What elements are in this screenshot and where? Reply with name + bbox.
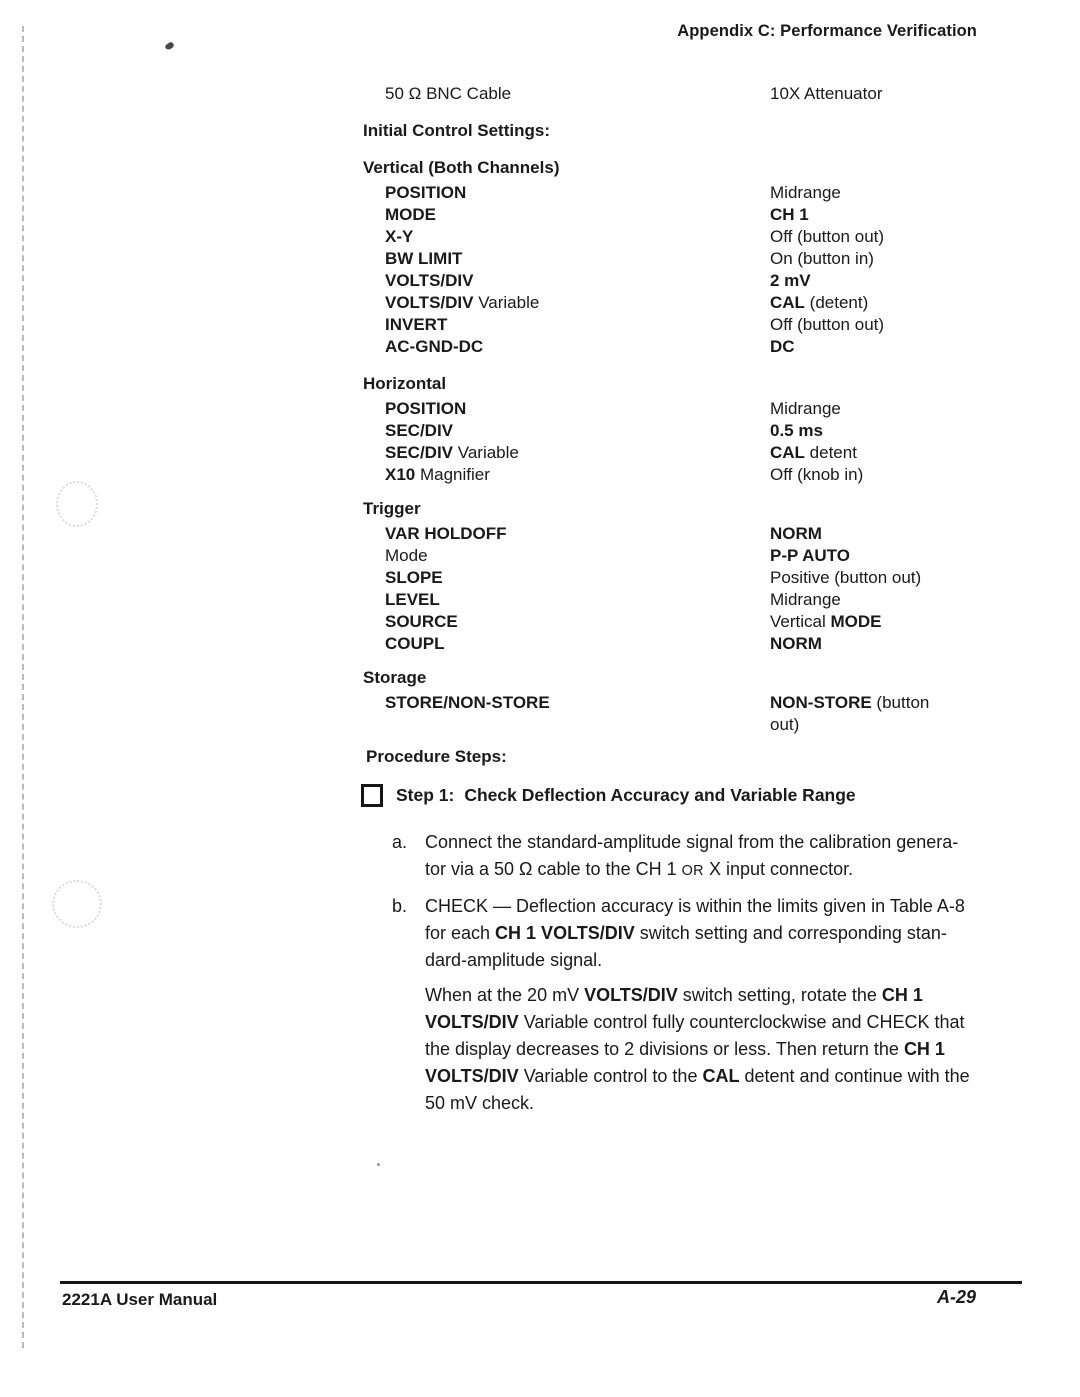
text-segment: NORM <box>770 634 822 653</box>
step-checkbox-icon <box>361 784 383 807</box>
setting-value <box>770 336 985 358</box>
text-segment: out) <box>770 715 800 734</box>
setting-value <box>770 314 985 336</box>
setting-label <box>385 589 770 611</box>
text-segment: for each <box>425 923 496 943</box>
setting-row <box>363 523 1013 545</box>
text-segment: Variable <box>473 293 540 312</box>
text-segment: Connect the standard-amplitude signal from the calibration genera- <box>425 832 959 852</box>
item-lines <box>425 893 1002 974</box>
text-segment: VOLTS/DIV <box>425 1066 519 1086</box>
setting-value <box>770 420 985 442</box>
text-segment: (button <box>871 693 930 712</box>
setting-label <box>385 567 770 589</box>
text-segment: STORE/NON-STORE <box>385 693 550 712</box>
text-segment: Variable control to the <box>518 1066 703 1086</box>
setting-label <box>385 464 770 486</box>
text-segment: Midrange <box>770 183 841 202</box>
text-segment: Midrange <box>770 590 841 609</box>
text-segment: AC-GND-DC <box>385 337 484 356</box>
text-segment: SEC/DIV <box>385 421 454 440</box>
text-segment: X-Y <box>385 227 414 246</box>
setting-row <box>363 589 1013 611</box>
footer-rule <box>60 1281 1022 1284</box>
text-segment: Off (button out) <box>770 315 885 334</box>
item-line <box>425 1063 1002 1090</box>
text-segment: CAL <box>702 1066 740 1086</box>
text-segment: OR <box>681 863 704 879</box>
text-segment: POSITION <box>385 399 467 418</box>
text-segment: Vertical <box>770 612 831 631</box>
setting-value <box>770 589 985 611</box>
setting-value <box>770 633 985 655</box>
text-segment: VOLTS/DIV <box>385 271 474 290</box>
setting-value <box>770 523 985 545</box>
setting-value <box>770 204 985 226</box>
setting-row <box>363 633 1013 655</box>
setting-value <box>770 442 985 464</box>
setting-value <box>770 270 985 292</box>
text-segment: VOLTS/DIV <box>385 293 474 312</box>
text-segment: switch setting, rotate the <box>677 985 882 1005</box>
equipment-left: 50 Ω BNC Cable <box>385 84 512 103</box>
setting-value <box>770 182 985 204</box>
item-lines <box>425 982 1002 1117</box>
step-title: Check Deflection Accuracy and Variable Range <box>464 785 856 805</box>
setting-value <box>770 398 985 420</box>
setting-value <box>770 226 985 248</box>
settings-section <box>363 667 1013 736</box>
equipment-row <box>363 83 1013 105</box>
setting-value <box>770 464 985 486</box>
setting-row <box>363 182 1013 204</box>
setting-label <box>385 270 770 292</box>
text-segment: CH 1 <box>881 985 923 1005</box>
text-segment: Positive (button out) <box>770 568 922 587</box>
setting-row <box>363 336 1013 358</box>
setting-row <box>363 464 1013 486</box>
setting-row <box>363 204 1013 226</box>
item-marker <box>392 982 425 1117</box>
text-segment: tor via a 50 Ω cable to the CH 1 <box>425 859 682 879</box>
text-segment: CAL <box>770 293 805 312</box>
procedure-item <box>392 982 1002 1117</box>
text-segment: detent and continue with the <box>739 1066 970 1086</box>
step-label: Step 1: <box>396 785 455 805</box>
setting-label <box>385 633 770 655</box>
text-segment: BW LIMIT <box>385 249 463 268</box>
section-heading: Horizontal <box>363 374 447 393</box>
setting-label <box>385 611 770 633</box>
setting-row <box>363 611 1013 633</box>
footer-page-number: A-29 <box>936 1287 976 1307</box>
text-segment: DC <box>770 337 795 356</box>
setting-row <box>363 248 1013 270</box>
procedure-item <box>392 893 1002 974</box>
setting-label <box>385 442 770 464</box>
item-line <box>425 982 1002 1009</box>
setting-label <box>385 692 770 736</box>
text-segment: Off (knob in) <box>770 465 864 484</box>
setting-value <box>770 567 985 589</box>
section-heading: Storage <box>363 668 427 687</box>
setting-row <box>363 692 1013 736</box>
text-segment: SEC/DIV <box>385 443 454 462</box>
text-segment: NON-STORE <box>770 693 872 712</box>
text-segment: CAL <box>770 443 805 462</box>
text-segment: Midrange <box>770 399 841 418</box>
section-heading: Trigger <box>363 499 421 518</box>
item-marker: a. <box>392 832 408 852</box>
setting-label <box>385 292 770 314</box>
setting-label <box>385 545 770 567</box>
setting-row <box>363 398 1013 420</box>
setting-row <box>363 545 1013 567</box>
text-segment: Mode <box>385 546 428 565</box>
setting-label <box>385 204 770 226</box>
text-segment: NORM <box>770 524 822 543</box>
setting-label <box>385 336 770 358</box>
procedure-item <box>392 829 1002 885</box>
settings-section <box>363 498 1013 655</box>
item-line <box>425 1036 1002 1063</box>
text-segment: CHECK — Deflection accuracy is within the limits given in Table A-8 <box>425 896 965 916</box>
text-segment: Off (button out) <box>770 227 885 246</box>
setting-row <box>363 270 1013 292</box>
step-1-heading <box>361 784 856 807</box>
text-segment: Magnifier <box>415 465 490 484</box>
setting-row <box>363 567 1013 589</box>
scan-dot <box>377 1163 380 1166</box>
text-segment: MODE <box>830 612 882 631</box>
setting-row <box>363 442 1013 464</box>
text-segment: 0.5 ms <box>770 421 823 440</box>
text-segment: switch setting and corresponding stan- <box>634 923 947 943</box>
scan-smudge <box>56 481 98 527</box>
text-segment: CH 1 <box>770 205 809 224</box>
text-segment: detent <box>804 443 857 462</box>
item-line <box>425 856 1002 885</box>
text-segment: the display decreases to 2 divisions or less. Then return the <box>425 1039 904 1059</box>
scan-smudge <box>52 880 102 928</box>
text-segment: VOLTS/DIV <box>584 985 678 1005</box>
text-segment: VOLTS/DIV <box>425 1012 519 1032</box>
settings-section <box>363 157 1013 358</box>
item-lines <box>425 829 1002 885</box>
item-line <box>425 893 1002 920</box>
text-segment: CH 1 VOLTS/DIV <box>495 923 635 943</box>
item-line <box>425 1009 1002 1036</box>
setting-value <box>770 292 985 314</box>
settings-sections <box>363 157 1013 736</box>
setting-row <box>363 292 1013 314</box>
item-line <box>425 920 1002 947</box>
text-segment: When at the 20 mV <box>425 985 585 1005</box>
text-segment: SOURCE <box>385 612 458 631</box>
running-header: Appendix C: Performance Verification <box>677 22 977 40</box>
item-line <box>425 829 1002 856</box>
setting-value <box>770 248 985 270</box>
section-heading: Vertical (Both Channels) <box>363 158 560 177</box>
item-line <box>425 1090 1002 1117</box>
text-segment: POSITION <box>385 183 467 202</box>
text-segment: P-P AUTO <box>770 546 850 565</box>
procedure-items <box>392 829 1002 1117</box>
setting-row <box>363 420 1013 442</box>
text-segment: SLOPE <box>385 568 443 587</box>
text-segment: 2 mV <box>770 271 811 290</box>
equipment-right: 10X Attenuator <box>770 84 883 103</box>
text-segment: (detent) <box>804 293 869 312</box>
settings-section <box>363 373 1013 486</box>
setting-row <box>363 226 1013 248</box>
item-line <box>425 947 1002 974</box>
text-segment: COUPL <box>385 634 445 653</box>
setting-row <box>363 314 1013 336</box>
setting-label <box>385 182 770 204</box>
setting-value <box>770 545 985 567</box>
text-segment: X input connector. <box>703 859 854 879</box>
scan-margin-dashed-line <box>22 26 24 1348</box>
setting-value <box>770 692 985 736</box>
setting-label <box>385 314 770 336</box>
item-marker: b. <box>392 896 408 916</box>
initial-settings-block <box>363 83 1013 736</box>
footer-manual-name: 2221A User Manual <box>62 1290 218 1309</box>
text-segment: Variable control fully counterclockwise and CHECK that <box>518 1012 965 1032</box>
scan-speck <box>163 42 175 51</box>
setting-value <box>770 611 985 633</box>
text-segment: dard-amplitude signal. <box>425 950 603 970</box>
text-segment: X10 <box>385 465 416 484</box>
setting-label <box>385 226 770 248</box>
text-segment: VAR HOLDOFF <box>385 524 507 543</box>
text-segment: On (button in) <box>770 249 874 268</box>
text-segment: Variable <box>453 443 519 462</box>
procedure-title: Procedure Steps: <box>366 747 507 766</box>
text-segment: CH 1 <box>903 1039 945 1059</box>
setting-label <box>385 523 770 545</box>
text-segment: MODE <box>385 205 436 224</box>
settings-title: Initial Control Settings: <box>363 121 550 140</box>
text-segment: 50 mV check. <box>425 1093 535 1113</box>
setting-label <box>385 420 770 442</box>
setting-label <box>385 398 770 420</box>
text-segment: INVERT <box>385 315 448 334</box>
setting-label <box>385 248 770 270</box>
text-segment: LEVEL <box>385 590 440 609</box>
